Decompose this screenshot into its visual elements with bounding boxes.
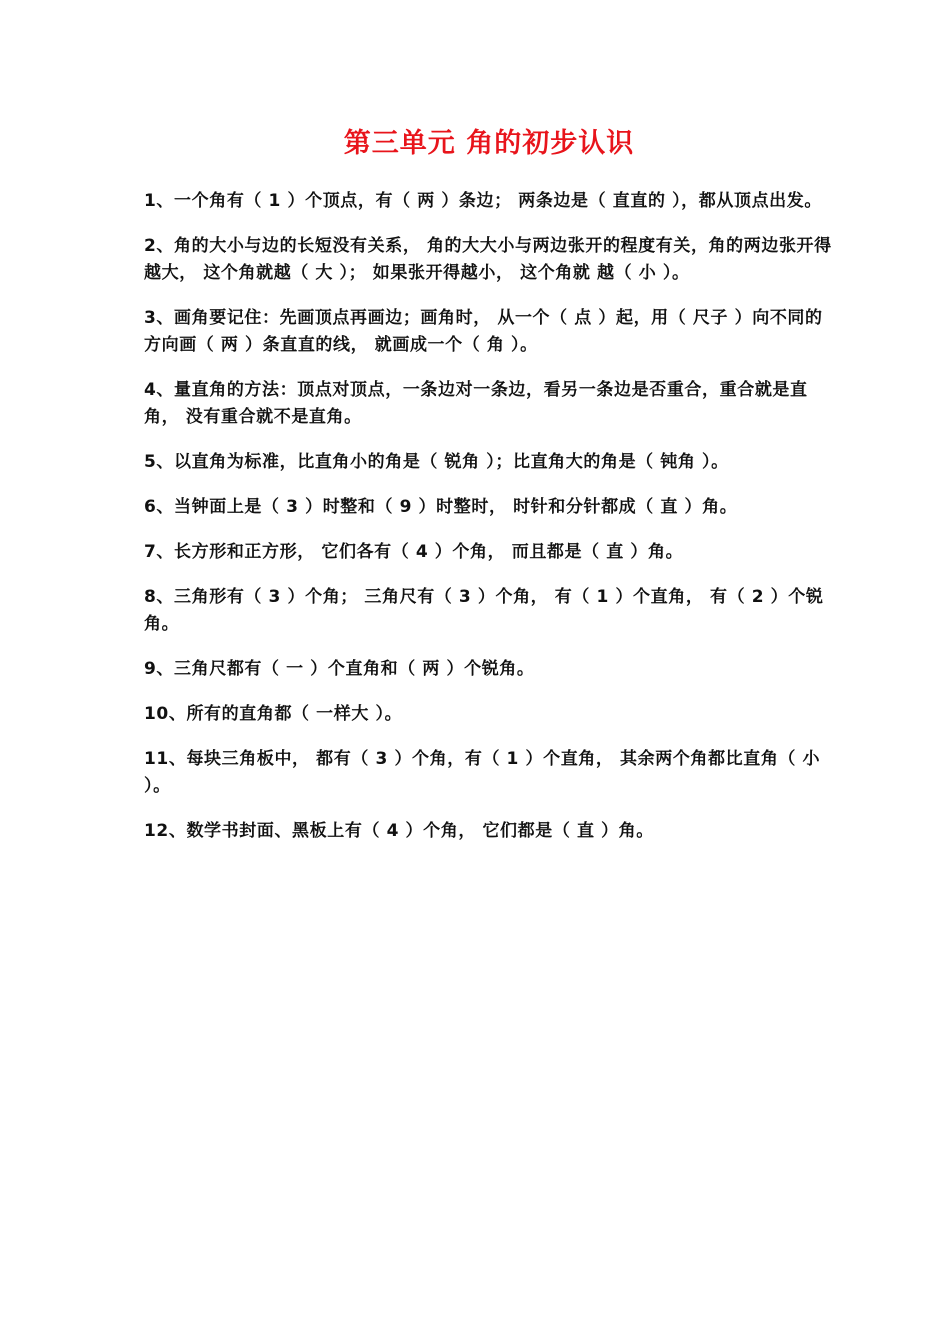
list-item: 4、量直角的方法：顶点对顶点，一条边对一条边，看另一条边是否重合，重合就是直角， 没有重合就不是直角。 [144, 380, 808, 427]
list-item: 1、一个角有（ 1 ）个顶点，有（ 两 ）条边； 两条边是（ 直直的 ），都从顶点出发。 [144, 191, 822, 211]
list-item: 3、画角要记住：先画顶点再画边；画角时， 从一个（ 点 ）起，用（ 尺子 ）向不同的方向画（ 两 ）条直直的线， 就画成一个（ 角 ）。 [144, 308, 823, 355]
page-title: 第三单元 角的初步认识 [343, 128, 635, 159]
list-item: 11、每块三角板中， 都有（ 3 ）个角，有（ 1 ）个直角， 其余两个角都比直角（ 小 ）。 [144, 749, 821, 796]
list-item: 7、长方形和正方形， 它们各有（ 4 ）个角， 而且都是（ 直 ）角。 [144, 542, 684, 562]
knowledge-point-list [144, 188, 830, 845]
list-item: 8、三角形有（ 3 ）个角； 三角尺有（ 3 ）个角， 有（ 1 ）个直角， 有（ 2 ）个锐角。 [144, 587, 824, 634]
list-item: 5、以直角为标准，比直角小的角是（ 锐角 ）；比直角大的角是（ 钝角 ）。 [144, 452, 729, 472]
list-item: 12、数学书封面、黑板上有（ 4 ）个角， 它们都是（ 直 ）角。 [144, 821, 654, 841]
list-item: 10、所有的直角都（ 一样大 ）。 [144, 704, 403, 724]
list-item: 6、当钟面上是（ 3 ）时整和（ 9 ）时整时， 时针和分针都成（ 直 ）角。 [144, 497, 738, 517]
list-item: 2、角的大小与边的长短没有关系， 角的大大小与两边张开的程度有关，角的两边张开得越大， 这个角就越（ 大 ）； 如果张开得越小， 这个角就 越（ 小 ）。 [144, 236, 832, 283]
list-item: 9、三角尺都有（ 一 ）个直角和（ 两 ）个锐角。 [144, 659, 535, 679]
